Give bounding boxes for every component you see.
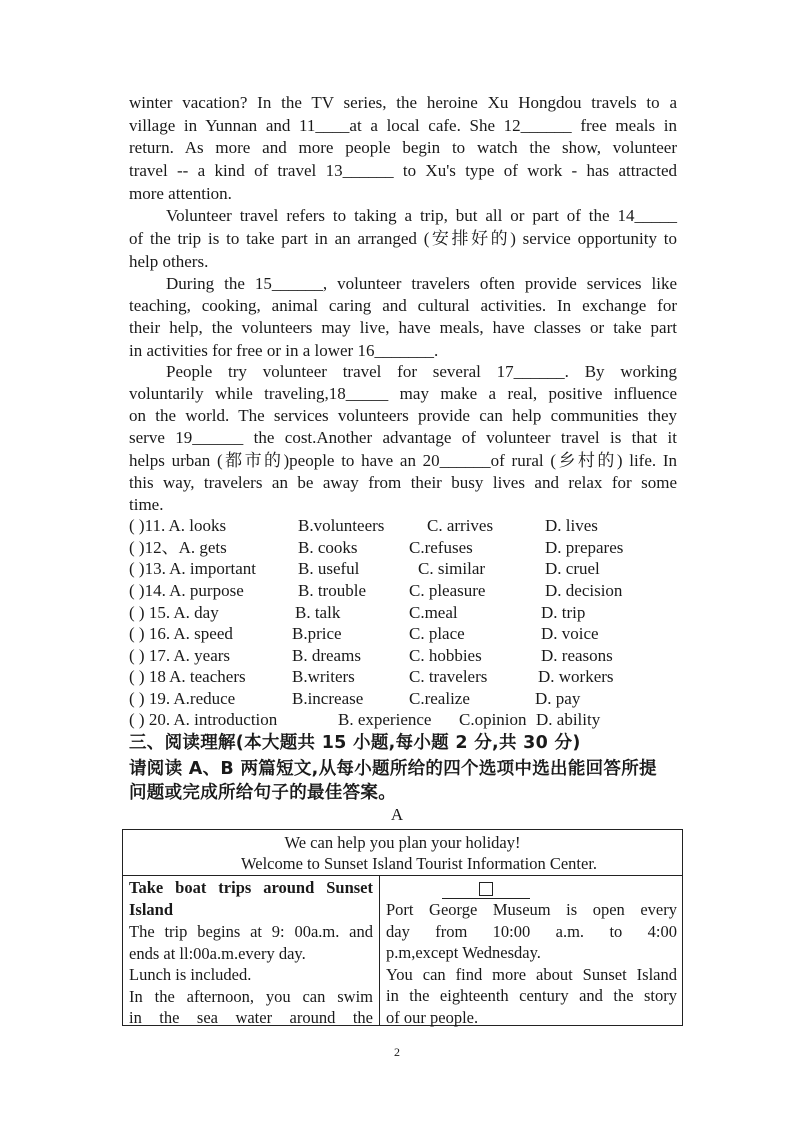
option-b: B.increase — [292, 689, 364, 708]
option-d: D. pay — [535, 689, 581, 708]
question-stem: ( )11. A. looks — [129, 516, 227, 535]
question-stem: ( )14. A. purpose — [129, 581, 244, 600]
option-d: D. decision — [545, 581, 623, 600]
question-stem: ( ) 16. A. speed — [129, 624, 233, 643]
passage-line: return. As more and more people begin to watch the show, volunteer — [129, 138, 677, 157]
option-b: B. trouble — [298, 581, 366, 600]
option-d: D. workers — [538, 667, 614, 686]
passage-line: teaching, cooking, animal caring and cultural activities. In exchange for — [129, 296, 677, 315]
option-c: C. travelers — [409, 667, 488, 686]
passage-line: serve 19______ the cost.Another advantage of volunteer travel is that it — [129, 428, 677, 447]
option-d: D. lives — [545, 516, 598, 535]
question-stem: ( )13. A. important — [129, 559, 257, 578]
option-c: C.meal — [409, 603, 458, 622]
museum-details: Port George Museum is open every day from 10:00 a.m. to 4:00 p.m,except Wednesday. You can find more about Sunset Island in the eighteenth century and the story of our people. — [386, 900, 677, 1027]
option-c: C. pleasure — [409, 581, 486, 600]
question-stem: ( ) 19. A.reduce — [129, 689, 236, 708]
passage-line: on the world. The services volunteers provide can help communities they — [129, 406, 677, 425]
option-b: B. experience — [338, 710, 432, 729]
passage-line: Volunteer travel refers to taking a trip, but all or part of the 14_____ — [166, 206, 677, 225]
option-c: C.realize — [409, 689, 470, 708]
passage-line: helps urban (都市的)people to have an 20______of rural (乡村的) life. In — [129, 451, 677, 470]
page-number: 2 — [394, 1045, 400, 1059]
option-d: D. reasons — [541, 646, 613, 665]
section-instruction: 问题或完成所给句子的最佳答案。 — [129, 783, 396, 803]
passage-line: People try volunteer travel for several 17______. By working — [166, 362, 677, 381]
option-d: D. trip — [541, 603, 586, 622]
table-divider — [123, 875, 682, 876]
option-b: B. talk — [295, 603, 341, 622]
option-d: D. prepares — [545, 538, 624, 557]
option-c: C. similar — [418, 559, 486, 578]
answer-blank — [442, 882, 530, 899]
passage-line: travel -- a kind of travel 13______ to Xu's type of work - has attracted — [129, 161, 677, 180]
option-b: B.writers — [292, 667, 355, 686]
table-header: We can help you plan your holiday! — [284, 833, 521, 852]
passage-line: more attention. — [129, 184, 232, 203]
passage-line: in activities for free or in a lower 16_______. — [129, 341, 439, 360]
table-header: Welcome to Sunset Island Tourist Information Center. — [241, 854, 598, 873]
question-stem: ( ) 20. A. introduction — [129, 710, 278, 729]
info-table — [122, 829, 683, 1026]
boat-trip-details: The trip begins at 9: 00a.m. and ends at ll:00a.m.every day. Lunch is included. In the afternoon, you can swim in the sea water around the — [129, 922, 373, 1027]
passage-line: of the trip is to take part in an arranged (安排好的) service opportunity to — [129, 229, 677, 248]
passage-line: help others. — [129, 252, 209, 271]
option-d: D. voice — [541, 624, 599, 643]
section-instruction: 请阅读 A、B 两篇短文,从每小题所给的四个选项中选出能回答所提 — [129, 759, 657, 779]
question-stem: ( )12、A. gets — [129, 538, 227, 557]
option-d: D. ability — [536, 710, 601, 729]
checkbox-icon — [479, 882, 493, 896]
passage-line: village in Yunnan and 11____at a local cafe. She 12______ free meals in — [129, 116, 677, 135]
passage-line: voluntarily while traveling,18_____ may make a real, positive influence — [129, 384, 677, 403]
option-b: B. cooks — [298, 538, 358, 557]
option-c: C. place — [409, 624, 465, 643]
passage-line: time. — [129, 495, 164, 514]
option-b: B.price — [292, 624, 342, 643]
option-c: C. hobbies — [409, 646, 482, 665]
boat-trip-title: Take boat trips around Sunset Island — [129, 878, 373, 919]
option-b: B.volunteers — [298, 516, 385, 535]
option-b: B. useful — [298, 559, 360, 578]
passage-line: this way, travelers an be away from their busy lives and relax for some — [129, 473, 677, 492]
question-stem: ( ) 15. A. day — [129, 603, 219, 622]
passage-line: their help, the volunteers may live, have meals, have classes or take part — [129, 318, 677, 337]
option-b: B. dreams — [292, 646, 361, 665]
table-divider — [379, 875, 380, 1025]
option-c: C.refuses — [409, 538, 473, 557]
question-stem: ( ) 18 A. teachers — [129, 667, 246, 686]
option-c: C.opinion — [459, 710, 527, 729]
option-d: D. cruel — [545, 559, 600, 578]
section-title: 三、阅读理解(本大题共 15 小题,每小题 2 分,共 30 分) — [129, 733, 581, 753]
passage-line: winter vacation? In the TV series, the heroine Xu Hongdou travels to a — [129, 93, 677, 112]
option-c: C. arrives — [427, 516, 494, 535]
question-stem: ( ) 17. A. years — [129, 646, 231, 665]
part-label: A — [390, 805, 404, 824]
passage-line: During the 15______, volunteer travelers often provide services like — [166, 274, 677, 293]
